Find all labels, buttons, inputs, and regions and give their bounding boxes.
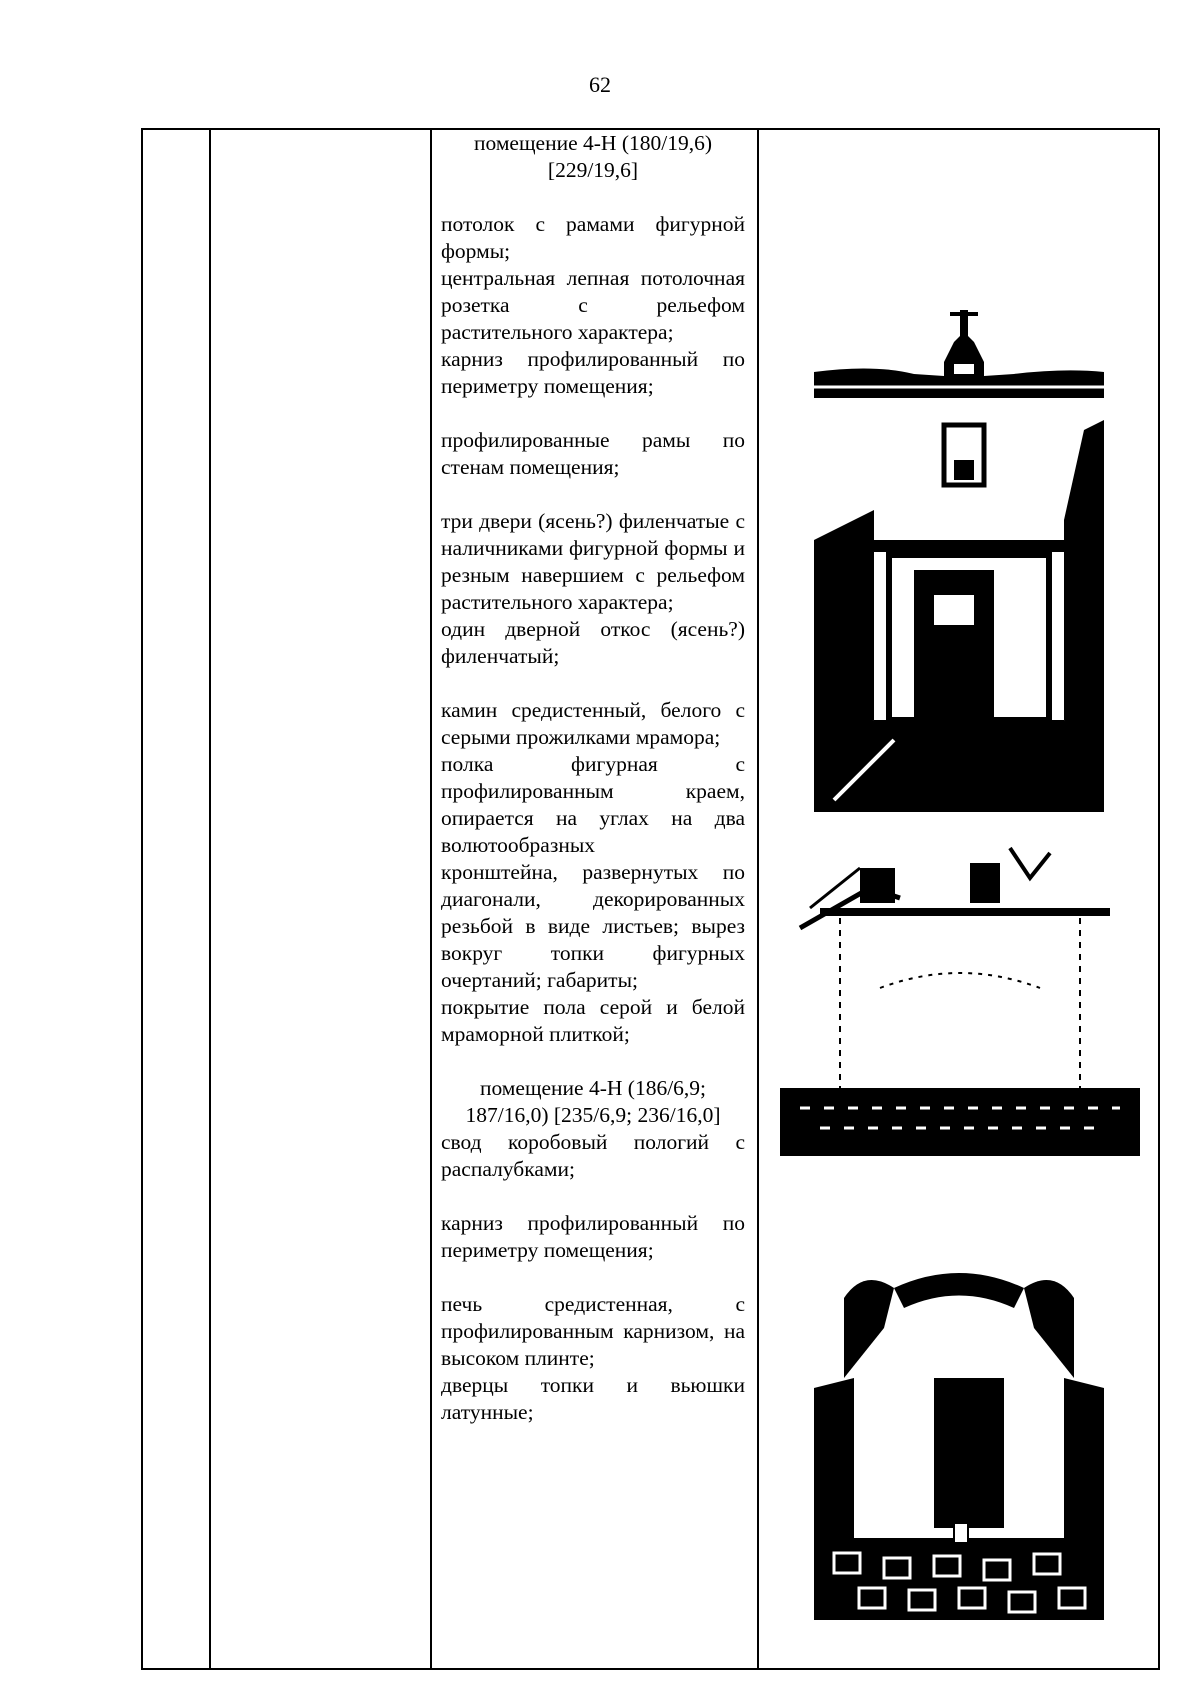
paragraph-gap xyxy=(441,670,745,697)
room-heading: помещение 4-Н (180/19,6) [229/19,6] xyxy=(473,131,712,182)
description-paragraph: один дверной откос (ясень?) филенчатый; xyxy=(441,617,745,668)
description-paragraph: центральная лепная потолочная розетка с рельефом растительного характера; xyxy=(441,266,745,344)
photo-room-doors-icon xyxy=(814,420,1104,812)
description-paragraph: кронштейна, развернутых по диагонали, декорированных резьбой в виде листьев; вырез вокруг топки фигурных очертаний; габариты; xyxy=(441,860,745,992)
photo-fireplace-icon xyxy=(780,838,1140,1156)
page-number: 62 xyxy=(589,72,611,97)
paragraph-gap xyxy=(441,1264,745,1291)
description-paragraph: покрытие пола серой и белой мраморной плиткой; xyxy=(441,995,745,1046)
paragraph-gap xyxy=(441,400,745,427)
room-heading: помещение 4-Н (186/6,9; 187/16,0) [235/6,9; 236/16,0] xyxy=(465,1076,721,1127)
column-divider-2 xyxy=(430,130,432,1668)
description-paragraph: три двери (ясень?) филенчатые с наличниками фигурной формы и резным навершием с рельефом растительного характера; xyxy=(441,509,745,614)
paragraph-gap xyxy=(441,481,745,508)
description-paragraph: свод коробовый пологий с распалубками; xyxy=(441,1130,745,1181)
description-paragraph: полка фигурная с профилированным краем, опирается на углах на два волютообразных xyxy=(441,752,745,857)
column-divider-1 xyxy=(209,130,211,1668)
description-paragraph: дверцы топки и вьюшки латунные; xyxy=(441,1373,745,1424)
description-paragraph: профилированные рамы по стенам помещения; xyxy=(441,428,745,479)
description-paragraph: карниз профилированный по периметру помещения; xyxy=(441,1211,745,1262)
photo-ceiling-rosette-icon xyxy=(814,302,1104,398)
description-paragraph: печь средистенная, с профилированным карнизом, на высоком плинте; xyxy=(441,1292,745,1370)
column-divider-3 xyxy=(757,130,759,1668)
description-column xyxy=(441,130,745,1426)
paragraph-gap xyxy=(441,184,745,211)
photo-vaulted-room-stove-icon xyxy=(814,1238,1104,1620)
description-paragraph: карниз профилированный по периметру помещения; xyxy=(441,347,745,398)
paragraph-gap xyxy=(441,1183,745,1210)
description-paragraph: потолок с рамами фигурной формы; xyxy=(441,212,745,263)
description-paragraph: камин средистенный, белого с серыми прожилками мрамора; xyxy=(441,698,745,749)
paragraph-gap xyxy=(441,1048,745,1075)
